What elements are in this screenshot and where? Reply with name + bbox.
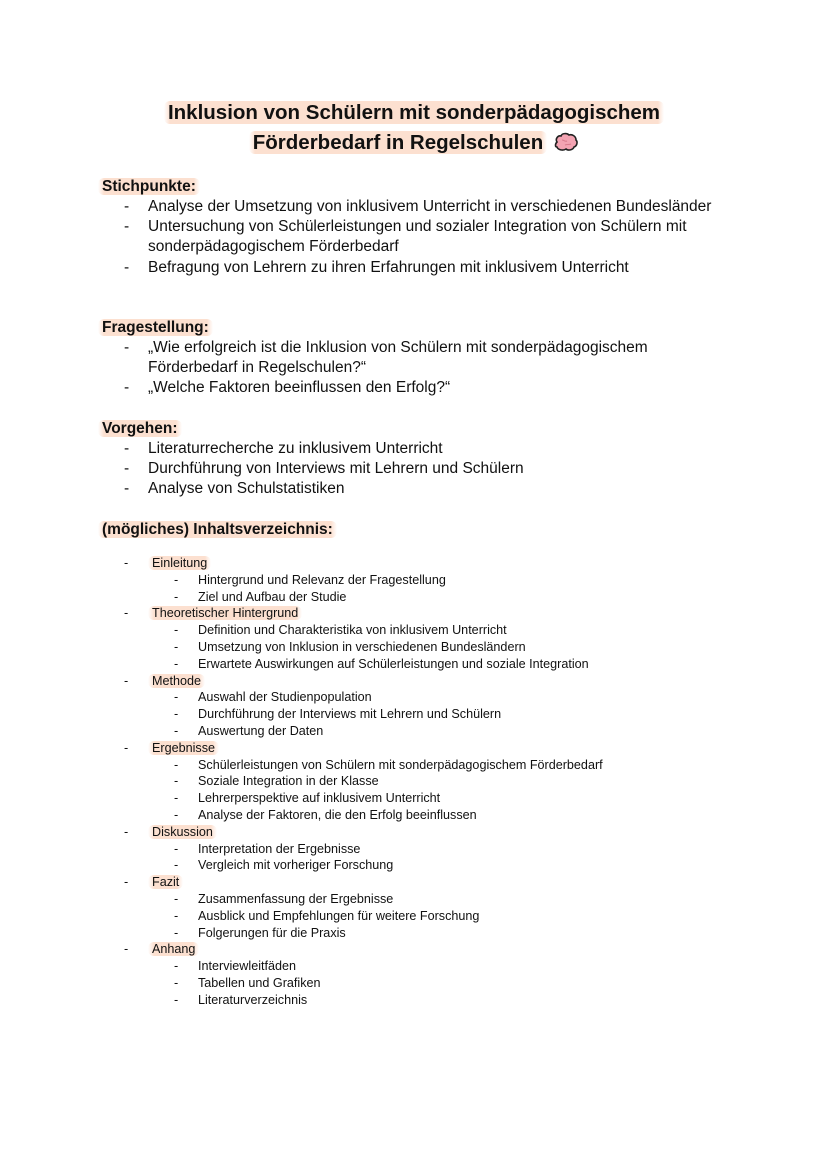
- toc-chapter-title: - Fazit: [148, 875, 183, 889]
- toc-chapter-title: - Ergebnisse: [148, 741, 219, 755]
- list-item: - Analyse der Umsetzung von inklusivem Unterricht in verschiedenen Bundesländer: [98, 197, 728, 217]
- section-vorgehen: [98, 419, 738, 500]
- toc-subitem: - Ziel und Aufbau der Studie: [98, 589, 738, 606]
- list-item: - Durchführung von Interviews mit Lehrern und Schülern: [98, 459, 738, 479]
- toc-chapter: [98, 824, 738, 841]
- toc-chapter: [98, 874, 738, 891]
- toc-subitem: - Interviewleitfäden: [98, 958, 738, 975]
- toc-subitem: - Vergleich mit vorheriger Forschung: [98, 857, 738, 874]
- table-of-contents: [98, 555, 738, 1009]
- toc-subitem: - Auswertung der Daten: [98, 723, 738, 740]
- toc-chapter: [98, 740, 738, 757]
- section-heading: (mögliches) Inhaltsverzeichnis:: [98, 521, 337, 538]
- section-heading: Stichpunkte:: [98, 178, 200, 195]
- title-line-2: Förderbedarf in Regelschulen: [249, 131, 547, 154]
- toc-chapter-title: - Einleitung: [148, 556, 211, 570]
- toc-subitem: - Definition und Charakteristika von inklusivem Unterricht: [98, 622, 738, 639]
- toc-chapter-title: - Theoretischer Hintergrund: [148, 606, 302, 620]
- toc-subitem: - Hintergrund und Relevanz der Fragestellung: [98, 572, 738, 589]
- section-heading: Fragestellung:: [98, 319, 213, 336]
- list-item: - „Welche Faktoren beeinflussen den Erfolg?“: [98, 378, 738, 398]
- list-item: - Analyse von Schulstatistiken: [98, 479, 738, 499]
- toc-chapter: [98, 673, 738, 690]
- toc-chapter-title: - Diskussion: [148, 825, 217, 839]
- toc-subitem: - Literaturverzeichnis: [98, 992, 738, 1009]
- section-heading: Vorgehen:: [98, 420, 182, 437]
- section-inhaltsverzeichnis-heading: [98, 520, 738, 540]
- toc-subitem: - Lehrerperspektive auf inklusivem Unterricht: [98, 790, 738, 807]
- section-fragestellung: [98, 318, 738, 399]
- list-item: - Literaturrecherche zu inklusivem Unterricht: [98, 439, 738, 459]
- toc-subitem: - Umsetzung von Inklusion in verschiedenen Bundesländern: [98, 639, 738, 656]
- toc-subitem: - Soziale Integration in der Klasse: [98, 773, 738, 790]
- toc-subitem: - Zusammenfassung der Ergebnisse: [98, 891, 738, 908]
- toc-subitem: - Folgerungen für die Praxis: [98, 925, 738, 942]
- toc-subitem: - Interpretation der Ergebnisse: [98, 841, 738, 858]
- toc-subitem: - Erwartete Auswirkungen auf Schülerleistungen und soziale Integration: [98, 656, 738, 673]
- toc-subitem: - Ausblick und Empfehlungen für weitere Forschung: [98, 908, 738, 925]
- title-line-1: Inklusion von Schülern mit sonderpädagogischem: [164, 101, 664, 124]
- brain-icon: [553, 131, 579, 161]
- toc-subitem: - Durchführung der Interviews mit Lehrern und Schülern: [98, 706, 738, 723]
- toc-subitem: - Auswahl der Studienpopulation: [98, 689, 738, 706]
- toc-subitem: - Analyse der Faktoren, die den Erfolg beeinflussen: [98, 807, 738, 824]
- toc-subitem: - Schülerleistungen von Schülern mit sonderpädagogischem Förderbedarf: [98, 757, 738, 774]
- toc-chapter: [98, 941, 738, 958]
- document-title: [0, 98, 828, 161]
- toc-chapter-title: - Anhang: [148, 942, 199, 956]
- list-item: - Untersuchung von Schülerleistungen und sozialer Integration von Schülern mit sonderpädagogischem Förderbedarf: [98, 217, 738, 257]
- list-item: - Befragung von Lehrern zu ihren Erfahrungen mit inklusivem Unterricht: [98, 258, 738, 278]
- toc-chapter-title: - Methode: [148, 674, 205, 688]
- list-item: - „Wie erfolgreich ist die Inklusion von Schülern mit sonderpädagogischem Förderbedarf in Regelschulen?“: [98, 338, 708, 378]
- section-stichpunkte: [98, 177, 738, 278]
- toc-chapter: [98, 555, 738, 572]
- toc-subitem: - Tabellen und Grafiken: [98, 975, 738, 992]
- toc-chapter: [98, 605, 738, 622]
